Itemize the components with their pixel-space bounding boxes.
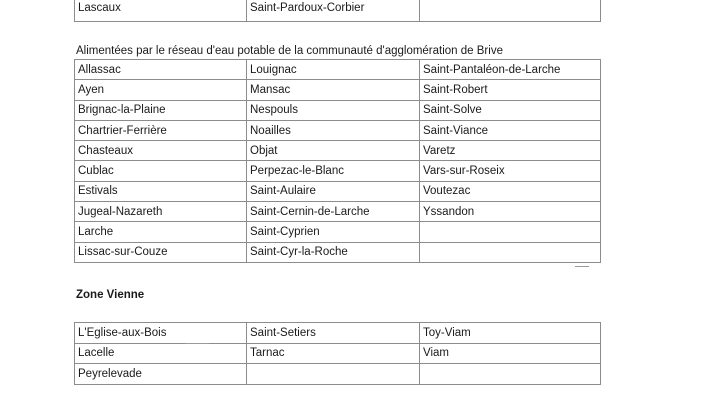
table-body: [75, 0, 601, 22]
table-cell: Lissac-sur-Couze: [75, 242, 247, 262]
table-cell: [420, 242, 601, 262]
table-cell: Viam: [420, 343, 601, 364]
table-row: [75, 100, 601, 120]
table-cell: [420, 364, 601, 385]
table-cell: Saint-Cyprien: [247, 222, 420, 242]
table-row: [75, 323, 601, 344]
table-cell: Saint-Robert: [420, 80, 601, 100]
table-cell: Ayen: [75, 80, 247, 100]
table-cell: Brignac-la-Plaine: [75, 100, 247, 120]
table-cell: Vars-sur-Roseix: [420, 161, 601, 181]
table-row: [75, 202, 601, 222]
table-cell: [420, 222, 601, 242]
table-cell: [420, 0, 601, 22]
table-cell: Objat: [247, 141, 420, 161]
table-cell: Varetz: [420, 141, 601, 161]
table-cell: Saint-Pantaléon-de-Larche: [420, 60, 601, 80]
table-row: [75, 141, 601, 161]
table-cell: Perpezac-le-Blanc: [247, 161, 420, 181]
table-cell: Allassac: [75, 60, 247, 80]
table-cell: Lascaux: [75, 0, 247, 22]
table-cell: Jugeal-Nazareth: [75, 202, 247, 222]
zone-vienne-heading: Zone Vienne: [76, 289, 145, 301]
table-row: [75, 364, 601, 385]
table-cell: Saint-Aulaire: [247, 181, 420, 201]
table-cell: [247, 364, 420, 385]
table-cell: Nespouls: [247, 100, 420, 120]
table-cell: Saint-Pardoux-Corbier: [247, 0, 420, 22]
scan-artifact: [575, 266, 589, 267]
table-cell: Cublac: [75, 161, 247, 181]
table-row: [75, 181, 601, 201]
table-row: [75, 222, 601, 242]
table-cell: Saint-Cernin-de-Larche: [247, 202, 420, 222]
commune-table-brive: [74, 59, 601, 263]
table-cell: Chartrier-Ferrière: [75, 120, 247, 140]
table-row: [75, 80, 601, 100]
table-cell: Larche: [75, 222, 247, 242]
table-row: [75, 242, 601, 262]
table-cell: Saint-Viance: [420, 120, 601, 140]
table-cell: Toy-Viam: [420, 323, 601, 344]
table-cell: Yssandon: [420, 202, 601, 222]
table-cell: Chasteaux: [75, 141, 247, 161]
commune-table-top: [74, 0, 601, 22]
table-cell: Noailles: [247, 120, 420, 140]
table-cell: Peyrelevade: [75, 364, 247, 385]
commune-table-vienne: [74, 322, 601, 385]
table-cell: Saint-Cyr-la-Roche: [247, 242, 420, 262]
table-row: [75, 120, 601, 140]
brive-caption: Alimentées par le réseau d'eau potable de la communauté d'agglomération de Brive: [76, 45, 503, 57]
table-row: [75, 161, 601, 181]
table-cell: Lacelle: [75, 343, 247, 364]
table-cell: Louignac: [247, 60, 420, 80]
table-body: [75, 323, 601, 385]
table-cell: Mansac: [247, 80, 420, 100]
scan-artifact: [185, 343, 209, 344]
table-row: [75, 343, 601, 364]
table-cell: Saint-Setiers: [247, 323, 420, 344]
table-row: [75, 60, 601, 80]
table-row: [75, 0, 601, 22]
table-cell: Tarnac: [247, 343, 420, 364]
table-cell: L'Eglise-aux-Bois: [75, 323, 247, 344]
table-cell: Voutezac: [420, 181, 601, 201]
table-cell: Estivals: [75, 181, 247, 201]
table-cell: Saint-Solve: [420, 100, 601, 120]
table-body: [75, 60, 601, 263]
